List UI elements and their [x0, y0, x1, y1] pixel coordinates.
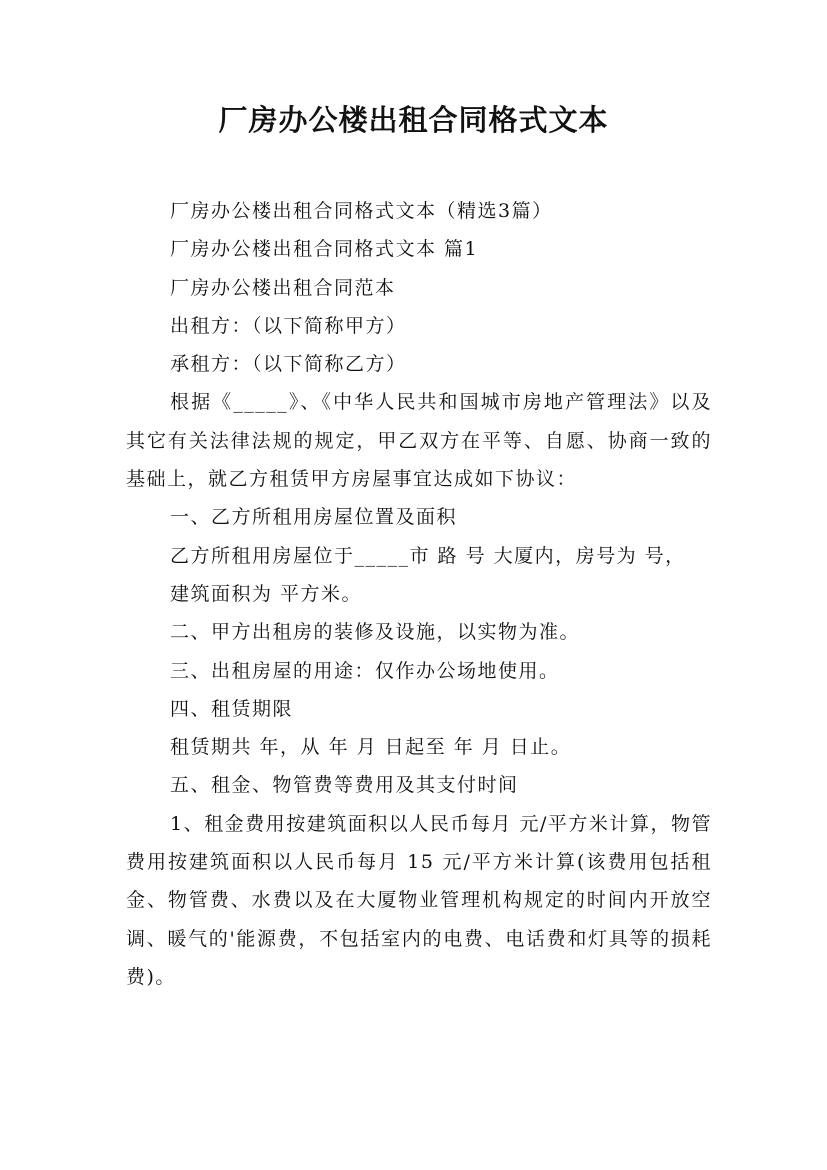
paragraph: 三、出租房屋的用途：仅作办公场地使用。	[170, 659, 560, 682]
paragraph: 租赁期共 年，从 年 月 日起至 年 月 日止。	[170, 736, 572, 759]
paragraph: 厂房办公楼出租合同范本	[170, 276, 396, 299]
paragraph: 一、乙方所租用房屋位置及面积	[170, 506, 458, 529]
paragraph: 建筑面积为 平方米。	[170, 582, 363, 605]
paragraph: 出租方：（以下简称甲方）	[170, 314, 407, 337]
paragraph: 二、甲方出租房的装修及设施，以实物为准。	[170, 621, 581, 644]
paragraph: 四、租赁期限	[170, 697, 294, 720]
paragraph: 五、租金、物管费等费用及其支付时间	[170, 774, 519, 797]
document-title: 厂房办公楼出租合同格式文本	[218, 103, 609, 137]
paragraph: 厂房办公楼出租合同格式文本（精选3篇）	[170, 200, 553, 222]
paragraph: 乙方所租用房屋位于_____市 路 号 大厦内，房号为 号，	[170, 544, 686, 567]
paragraph: 承租方：（以下简称乙方）	[170, 353, 407, 376]
paragraph: 1、租金费用按建筑面积以人民币每月 元/平方米计算，物管费用按建筑面积以人民币每月 15 元/平方米计算(该费用包括租金、物管费、水费以及在大厦物业管理机构规定的时间内开放空调、暖气的'能源费，不包括室内的电费、电话费和灯具等的损耗费)。	[126, 812, 712, 988]
paragraph: 厂房办公楼出租合同格式文本 篇1	[170, 238, 479, 261]
paragraph: 根据《_____》、《中华人民共和国城市房地产管理法》以及其它有关法律法规的规定，甲乙双方在平等、自愿、协商一致的基础上，就乙方租赁甲方房屋事宜达成如下协议：	[126, 391, 712, 491]
document-body	[126, 192, 712, 996]
